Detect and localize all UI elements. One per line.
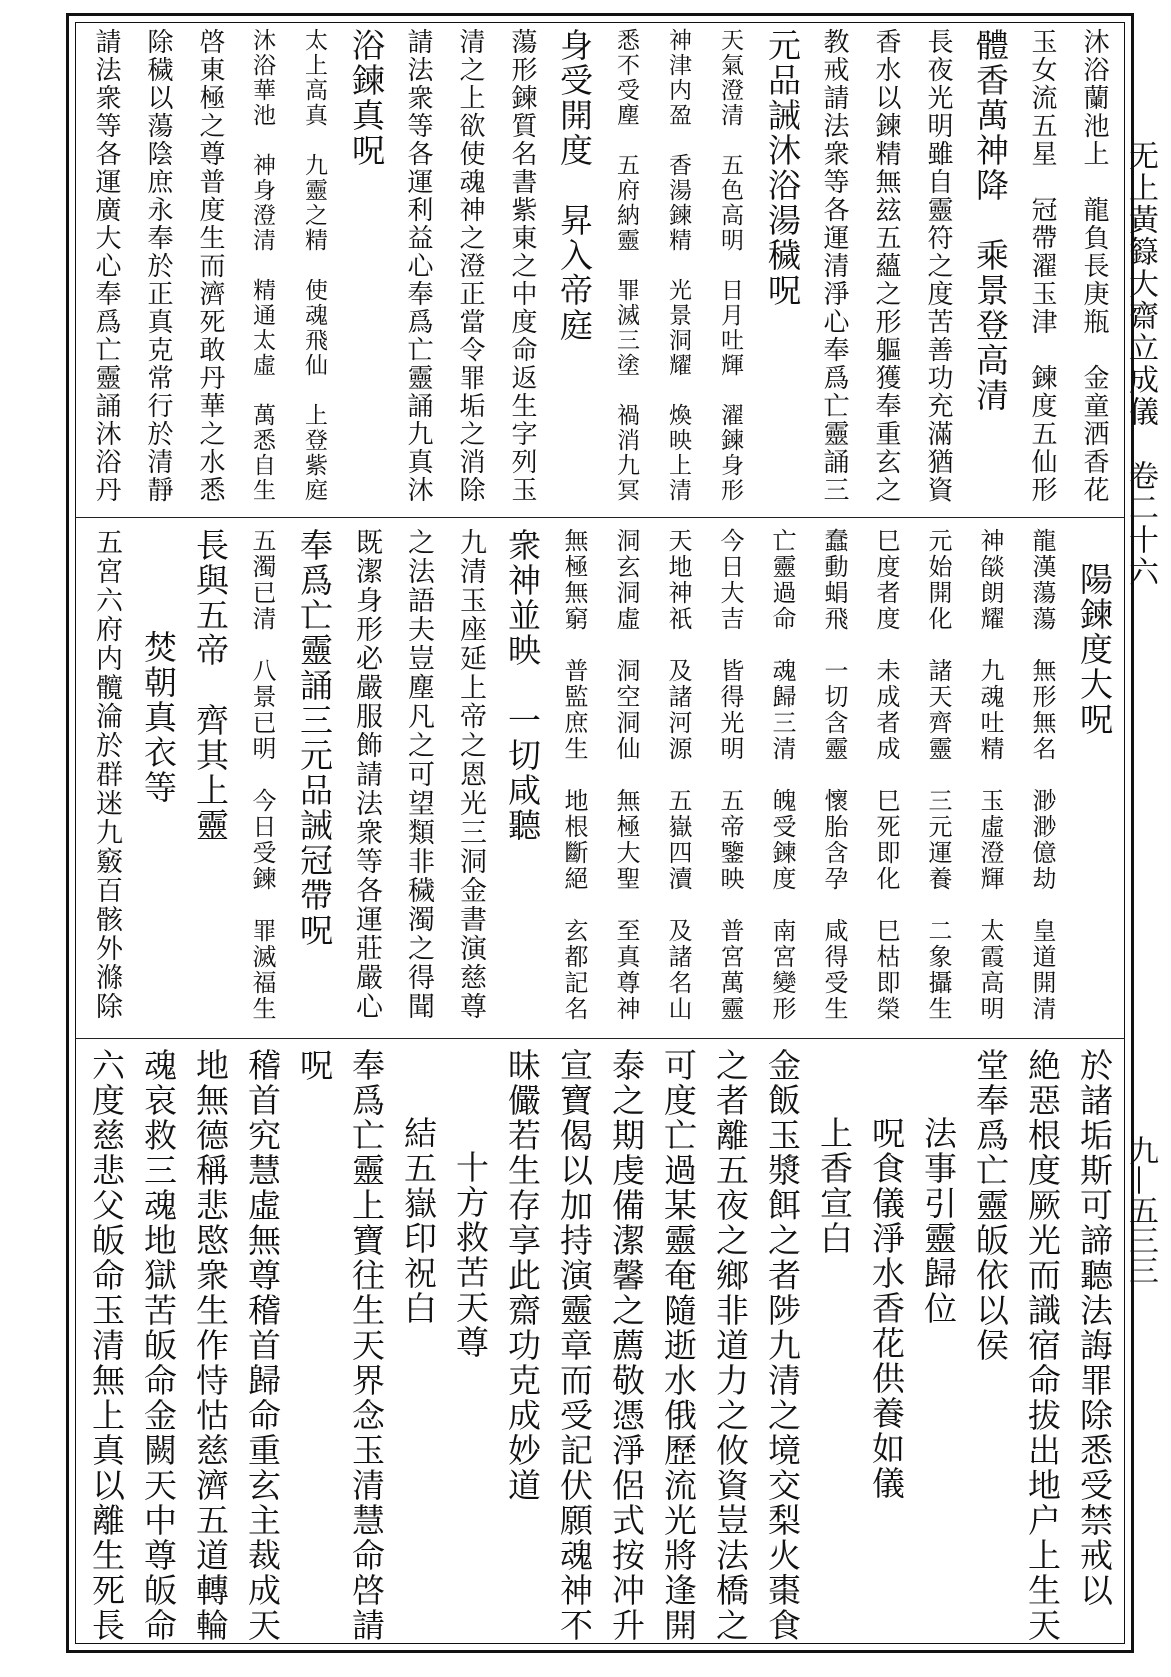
text-column: 金飯玉漿餌之者陟九清之境交梨火棗食 — [763, 1048, 802, 1643]
text-column: 可度亡過某靈奄隨逝水俄歷流光將逢開 — [659, 1048, 698, 1643]
text-column: 沐浴蘭池上 龍負長庚瓶 金童洒香花 — [1079, 28, 1109, 504]
text-column: 長與五帝 齊其上靈 — [191, 528, 230, 843]
text-column: 地無德稱悲愍衆生作恃怙慈濟五道轉輪 — [191, 1048, 230, 1643]
text-column: 太上高真 九靈之精 使魂飛仙 上登紫庭 — [301, 28, 327, 503]
text-panel-bottom — [75, 1048, 1120, 1643]
text-columns — [80, 28, 1120, 510]
text-column: 五濁已清 八景已明 今日受鍊 罪滅福生 — [248, 528, 276, 1022]
text-column: 浴鍊真呪 — [347, 28, 386, 168]
text-column: 奉爲亡靈誦三元品誡冠帶呪 — [295, 528, 334, 948]
text-panel-middle — [75, 528, 1120, 1028]
text-column: 於諸垢斯可諦聽法誨罪除悉受禁戒以 — [1075, 1048, 1114, 1608]
text-column: 元品誡沐浴湯穢呪 — [763, 28, 802, 308]
text-column: 請法衆等各運利益心奉爲亡靈誦九真沐 — [403, 28, 433, 504]
text-column: 龍漢蕩蕩 無形無名 渺渺億劫 皇道開清 — [1028, 528, 1056, 1022]
text-column: 亡靈過命 魂歸三清 魄受鍊度 南宮變形 — [768, 528, 796, 1022]
text-column: 體香萬神降 乘景登高清 — [971, 28, 1010, 413]
text-column: 堂奉爲亡靈皈依以侯 — [971, 1048, 1010, 1363]
text-column: 洞玄洞虛 洞空洞仙 無極大聖 至真尊神 — [612, 528, 640, 1022]
text-column: 天氣澄清 五色高明 日月吐輝 濯鍊身形 — [717, 28, 743, 503]
text-column: 神燄朗耀 九魂吐精 玉虛澄輝 太霞高明 — [976, 528, 1004, 1022]
text-column: 之法語夫豈塵凡之可望類非穢濁之得聞 — [403, 528, 434, 1021]
text-column: 蕩形鍊質名書紫東之中度命返生字列玉 — [507, 28, 537, 504]
text-column: 十方救苦天尊 — [451, 1150, 490, 1360]
text-column: 身受開度 昇入帝庭 — [555, 28, 594, 343]
text-column: 今日大吉 皆得光明 五帝鑒映 普宮萬靈 — [716, 528, 744, 1022]
text-column: 天地神祇 及諸河源 五嶽四瀆 及諸名山 — [664, 528, 692, 1022]
text-column: 請法衆等各運廣大心奉爲亡靈誦沐浴丹 — [91, 28, 121, 504]
panel-separator — [75, 1038, 1125, 1039]
text-column: 教戒請法衆等各運清淨心奉爲亡靈誦三 — [819, 28, 849, 504]
page-number: 九—五三三 — [1123, 1135, 1158, 1285]
text-column: 結五嶽印祝白 — [399, 1116, 438, 1326]
text-column: 稽首究慧虛無尊稽首歸命重玄主裁成天 — [243, 1048, 282, 1643]
text-column: 呪 — [295, 1048, 334, 1083]
text-column: 沐浴華池 神身澄清 精通太虛 萬悉自生 — [249, 28, 275, 503]
text-columns — [80, 528, 1120, 1028]
text-column: 奉爲亡靈上寶往生天界念玉清慧命啓請 — [347, 1048, 386, 1643]
text-column: 衆神並映 一切咸聽 — [503, 528, 542, 843]
text-column: 之者離五夜之鄉非道力之攸資豈法橋之 — [711, 1048, 750, 1643]
text-column: 昧儼若生存享此齋功克成妙道 — [503, 1048, 542, 1503]
text-column: 玉女流五星 冠帶濯玉津 鍊度五仙形 — [1027, 28, 1057, 504]
text-column: 除穢以蕩陰庶永奉於正真克常行於清靜 — [143, 28, 173, 504]
text-column: 絶惡根度厥光而識宿命拔出地户上生天 — [1023, 1048, 1062, 1643]
text-column: 神津内盈 香湯鍊精 光景洞耀 煥映上清 — [665, 28, 691, 503]
text-column: 上香宣白 — [815, 1116, 854, 1256]
text-column: 呪食儀淨水香花供養如儀 — [867, 1116, 906, 1501]
text-column: 蠢動蜎飛 一切含靈 懷胎含孕 咸得受生 — [820, 528, 848, 1022]
text-column: 九清玉座延上帝之恩光三洞金書演慈尊 — [455, 528, 486, 1021]
text-column: 泰之期虔備潔馨之薦敬憑淨侶式按冲升 — [607, 1048, 646, 1643]
text-column: 六度慈悲父皈命玉清無上真以離生死長 — [87, 1048, 126, 1643]
text-column: 巳度者度 未成者成 巳死即化 巳枯即榮 — [872, 528, 900, 1022]
text-column: 啓東極之尊普度生而濟死敢丹華之水悉 — [195, 28, 225, 504]
panel-separator — [75, 517, 1125, 518]
text-column: 長夜光明雖自靈符之度苦善功充滿猶資 — [923, 28, 953, 504]
text-column: 法事引靈歸位 — [919, 1116, 958, 1326]
text-column: 陽鍊度大呪 — [1075, 562, 1114, 737]
text-column: 元始開化 諸天齊靈 三元運養 二象攝生 — [924, 528, 952, 1022]
running-title: 无上黃籙大齋立成儀 卷二十六 — [1123, 140, 1158, 588]
text-column: 宣寶偈以加持演靈章而受記伏願魂神不 — [555, 1048, 594, 1643]
text-column: 清之上欲使魂神之澄正當令罪垢之消除 — [455, 28, 485, 504]
text-column: 悉不受塵 五府納靈 罪滅三塗 禍消九冥 — [613, 28, 639, 503]
text-column: 焚朝真衣等 — [139, 630, 178, 805]
text-column: 魂哀救三魂地獄苦皈命金闕天中尊皈命 — [139, 1048, 178, 1643]
text-columns — [80, 1048, 1120, 1643]
text-column: 既潔身形必嚴服飾請法衆等各運莊嚴心 — [351, 528, 382, 1021]
text-column: 無極無窮 普監庶生 地根斷絕 玄都記名 — [560, 528, 588, 1022]
text-column: 五宮六府内髖淪於群迷九竅百骸外滌除 — [91, 528, 122, 1021]
text-panel-top — [75, 28, 1120, 510]
text-column: 香水以鍊精無玆五蘊之形軀獲奉重玄之 — [871, 28, 901, 504]
